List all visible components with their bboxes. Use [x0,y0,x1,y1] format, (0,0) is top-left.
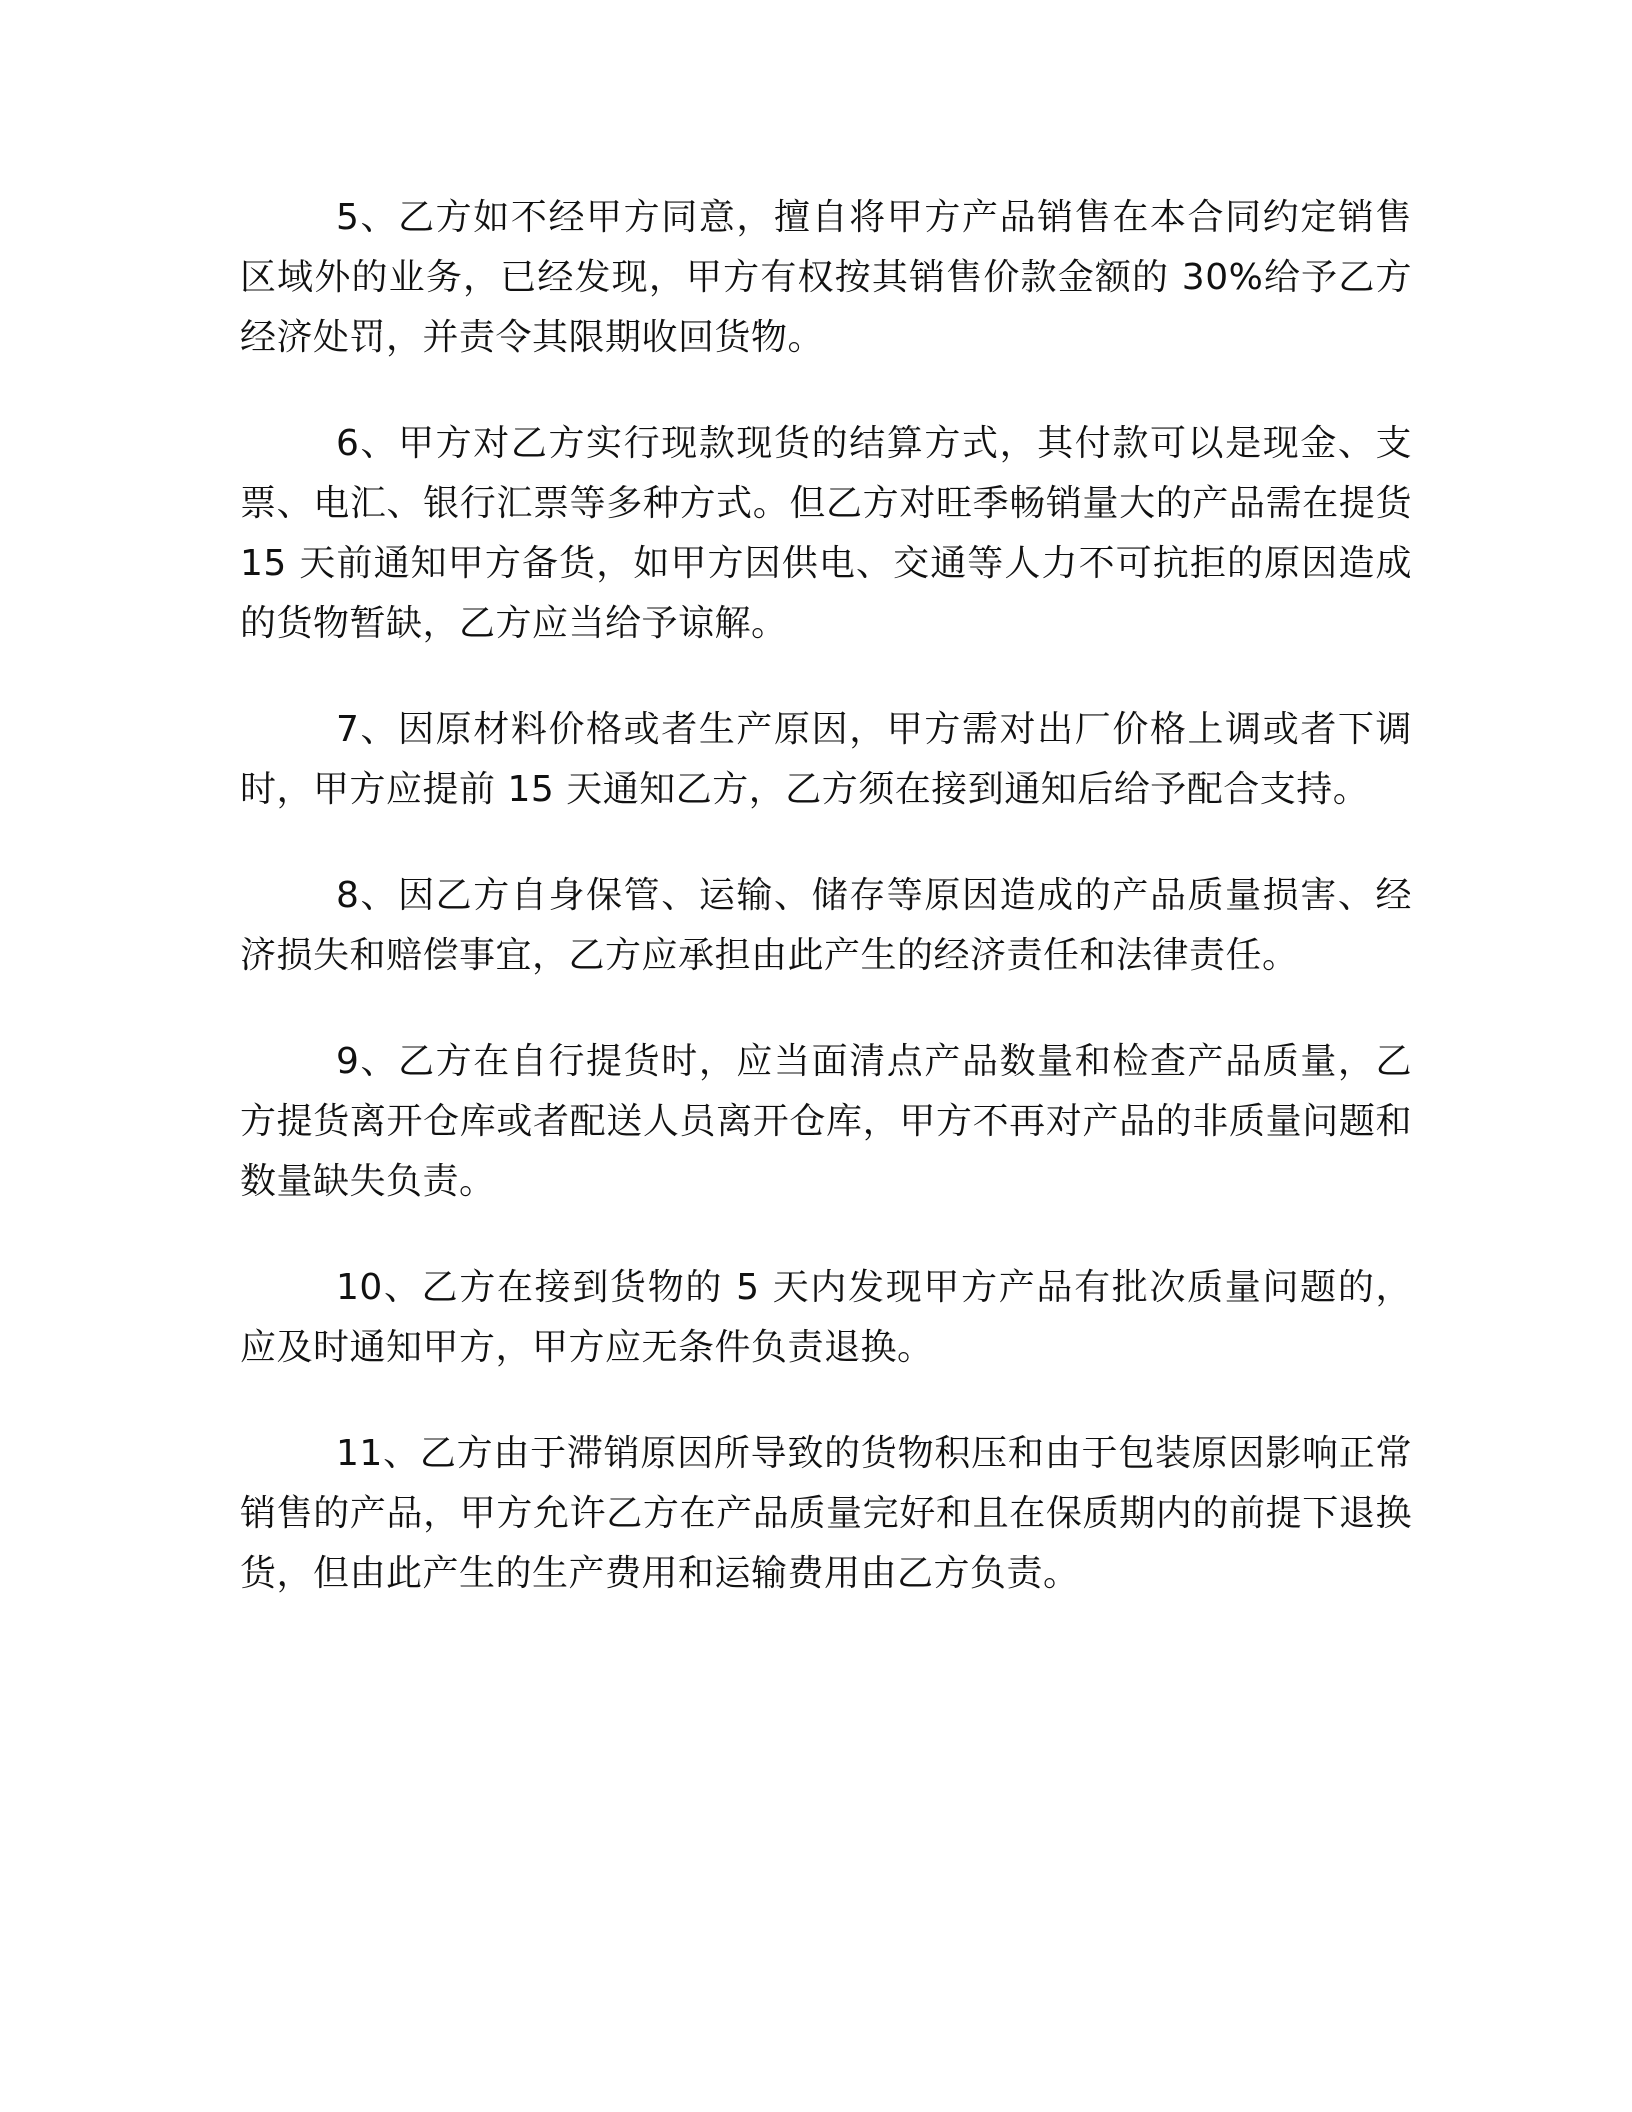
clause-11: 11、乙方由于滞销原因所导致的货物积压和由于包装原因影响正常销售的产品，甲方允许乙方在产品质量完好和且在保质期内的前提下退换货，但由此产生的生产费用和运输费用由乙方负责。 [240,1433,1412,1594]
clause-8: 8、因乙方自身保管、运输、储存等原因造成的产品质量损害、经济损失和赔偿事宜，乙方应承担由此产生的经济责任和法律责任。 [240,875,1412,976]
clause-10: 10、乙方在接到货物的 5 天内发现甲方产品有批次质量问题的，应及时通知甲方，甲方应无条件负责退换。 [240,1267,1412,1368]
clause-5: 5、乙方如不经甲方同意，擅自将甲方产品销售在本合同约定销售区域外的业务，已经发现，甲方有权按其销售价款金额的 30%给予乙方经济处罚，并责令其限期收回货物。 [240,197,1412,358]
contract-clauses [240,188,1412,1650]
clause-6: 6、甲方对乙方实行现款现货的结算方式，其付款可以是现金、支票、电汇、银行汇票等多种方式。但乙方对旺季畅销量大的产品需在提货 15 天前通知甲方备货，如甲方因供电、交通等人力不可抗拒的原因造成的货物暂缺，乙方应当给予谅解。 [240,423,1412,644]
clause-7: 7、因原材料价格或者生产原因，甲方需对出厂价格上调或者下调时，甲方应提前 15 天通知乙方，乙方须在接到通知后给予配合支持。 [240,709,1412,810]
clause-9: 9、乙方在自行提货时，应当面清点产品数量和检查产品质量，乙方提货离开仓库或者配送人员离开仓库，甲方不再对产品的非质量问题和数量缺失负责。 [240,1041,1412,1202]
